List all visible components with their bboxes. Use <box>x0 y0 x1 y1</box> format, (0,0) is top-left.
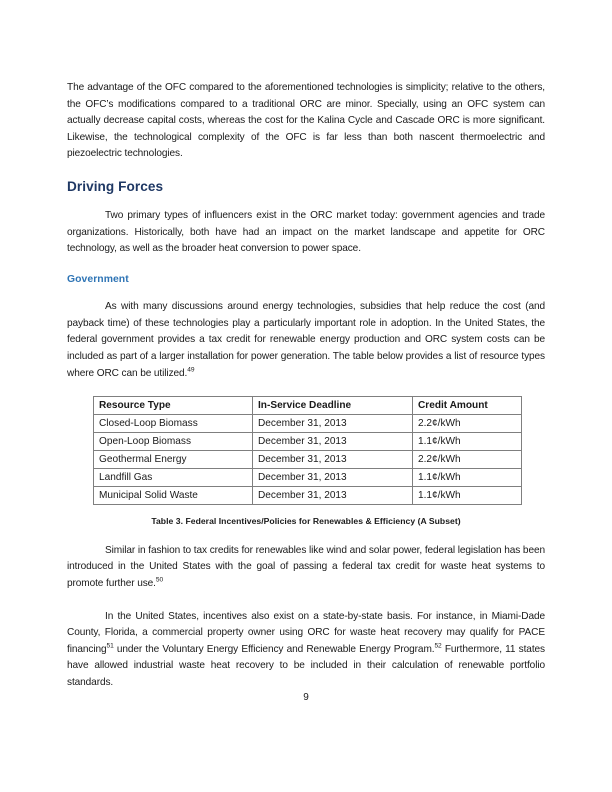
spacer <box>67 258 545 275</box>
spacer <box>67 505 545 516</box>
table-cell-deadline: December 31, 2013 <box>253 415 413 433</box>
table-cell-deadline: December 31, 2013 <box>253 451 413 469</box>
table-cell-credit: 2.2¢/kWh <box>413 415 522 433</box>
paragraph-driving-forces: Two primary types of influencers exist in the ORC market today: government agencies and trade organizations. Historically, both have had an impact on the market landscape and appetite for ORC technology, as well as the broader heat conversion to power space. <box>67 210 545 255</box>
table-column-header-resource-type: Resource Type <box>94 397 253 415</box>
spacer <box>67 382 545 396</box>
section-heading-driving-forces: Driving Forces <box>67 179 164 195</box>
paragraph-state-incentives <box>67 609 545 692</box>
paragraph-state-incentives-text-a: In the United States, incentives also exist on a state-by-state basis. For instance, in Miami-Dade County, Florida, a commercial property owner using ORC for waste heat recovery may qualify for PACE financing <box>67 610 545 655</box>
table-cell-deadline: December 31, 2013 <box>253 433 413 451</box>
table-column-header-in-service-deadline: In-Service Deadline <box>253 397 413 415</box>
paragraph-state-incentives-text-b: under the Voluntary Energy Efficiency and Renewable Energy Program. <box>113 643 435 655</box>
paragraph-state-incentives-text-c: Furthermore, 11 states have allowed industrial waste heat recovery to be included in their calculation of renewable portfolio standards. <box>67 643 545 688</box>
table-cell-resource-type: Geothermal Energy <box>94 451 253 469</box>
spacer <box>67 163 545 180</box>
page-content <box>67 80 545 691</box>
table-cell-credit: 1.1¢/kWh <box>413 433 522 451</box>
footnote-ref-50: 50 <box>155 576 164 584</box>
page-number: 9 <box>303 692 309 703</box>
table-row <box>94 433 522 451</box>
paragraph-federal-legislation-text: Similar in fashion to tax credits for renewables like wind and solar power, federal legislation has been introduced in the United States with the goal of passing a federal tax credit for waste heat systems to promote further use. <box>67 544 545 589</box>
table-header-row <box>94 397 522 415</box>
paragraph-federal-legislation <box>67 543 545 593</box>
table-body <box>94 397 522 505</box>
spacer <box>67 194 545 208</box>
spacer <box>67 285 545 299</box>
table-row <box>94 487 522 505</box>
subsection-heading-government: Government <box>67 274 129 286</box>
paragraph-ofc-advantage: The advantage of the OFC compared to the aforementioned technologies is simplicity; relative to the others, the OFC’s modifications compared to a traditional ORC are minor. Specially, using an OFC system can actually decrease capital costs, whereas the cost for the Kalina Cycle and Cascade ORC is more significant. Likewise, the technological complexity of the OFC is far less than both nascent thermoelectric and piezoelectric technologies. <box>67 82 545 160</box>
table-cell-resource-type: Closed-Loop Biomass <box>94 415 253 433</box>
table-cell-deadline: December 31, 2013 <box>253 487 413 505</box>
table-column-header-credit-amount: Credit Amount <box>413 397 522 415</box>
spacer <box>67 592 545 609</box>
table-cell-deadline: December 31, 2013 <box>253 469 413 487</box>
table-cell-resource-type: Landfill Gas <box>94 469 253 487</box>
table-row <box>94 469 522 487</box>
spacer <box>67 526 545 543</box>
footnote-ref-49: 49 <box>187 366 195 374</box>
paragraph-government <box>67 299 545 382</box>
table-caption: Table 3. Federal Incentives/Policies for Renewables & Efficiency (A Subset) <box>151 516 461 527</box>
table-row <box>94 415 522 433</box>
table-cell-credit: 1.1¢/kWh <box>413 487 522 505</box>
paragraph-government-text: As with many discussions around energy technologies, subsidies that help reduce the cost (and payback time) of these technologies play a particularly important role in adoption. In the United States, the federal government provides a tax credit for renewable energy production and ORC system costs can be included as part of a larger installation for power generation. The table below provides a list of resource types where ORC can be utilized. <box>67 301 545 379</box>
table-row <box>94 451 522 469</box>
table-cell-credit: 2.2¢/kWh <box>413 451 522 469</box>
table-cell-resource-type: Open-Loop Biomass <box>94 433 253 451</box>
footnote-ref-51: 51 <box>106 642 114 650</box>
table-federal-incentives <box>93 396 522 505</box>
table-cell-credit: 1.1¢/kWh <box>413 469 522 487</box>
table-cell-resource-type: Municipal Solid Waste <box>94 487 253 505</box>
footnote-ref-52: 52 <box>434 642 442 650</box>
